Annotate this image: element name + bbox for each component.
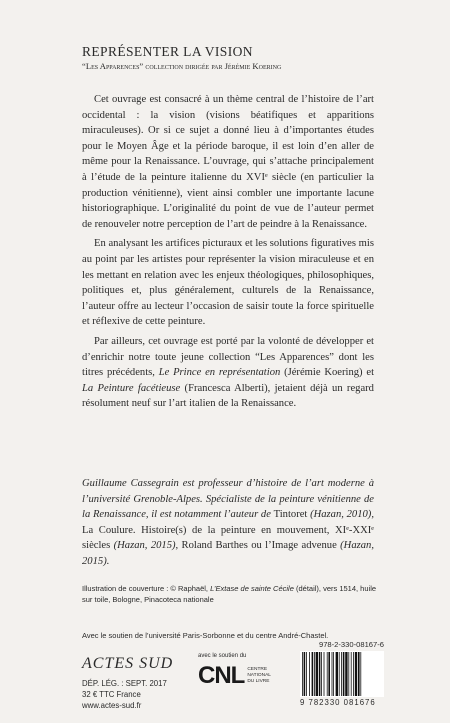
cover-credit: [82, 583, 382, 605]
collection-subtitle: “Les Apparences” collection dirigée par Jérémie Koering: [82, 61, 282, 71]
paragraph-1: Cet ouvrage est consacré à un thème central de l’histoire de l’art occidental : la vision (visions béatifiques et apparitions miraculeuses). Or si ce sujet a donné lieu à d’importantes études pour le Moyen Âge et la période baroque, il est loin d’en aller de même pour la Renaissance. L’ouvrage, qui s’attache principalement à l’étude de la peinture italienne du XVIᵉ siècle (en particulier la production vénitienne), vient ainsi combler une importante lacune historiographique. L’originalité du point de vue de l’auteur permet de renouveler notre perception de l’art de peindre à la Renaissance.: [82, 94, 374, 230]
bio-title-coulure: La Coulure. Histoire(s) de la peinture en mouvement, XIᵉ-XXIᵉ siècles: [82, 524, 374, 552]
header: [82, 44, 382, 72]
credit-c: (détail), vers 1514, huile sur toile, Bologne, Pinacoteca nationale: [82, 584, 377, 604]
bio-a: Guillaume Cassegrain est professeur d’histoire de l’art moderne à l’université Grenoble-Alpes. Spécialiste de la peinture vénitienne de la Renaissance, il est notamment l’auteur de: [82, 478, 374, 521]
price: 32 € TTC France: [82, 690, 141, 699]
bio-g: (Hazan, 2015).: [82, 540, 374, 567]
barcode-icon: [300, 651, 384, 697]
paragraph-2: En analysant les artifices picturaux et les solutions figuratives mis au point par les artistes pour représenter la vision miraculeuse et en les mettant en relation avec les enjeux théologiques, philosophiques, politiques et, plus généralement, culturels de la Renaissance, l’auteur offre au lecteur l’occasion de saisir toute la force spirituelle et réflexive de cette peinture.: [82, 238, 374, 328]
bio-title-tintoret: Tintoret: [273, 509, 308, 521]
p3-title-peinture: La Peinture facétieuse: [82, 382, 181, 394]
p3-text-a: Par ailleurs, cet ouvrage est porté par la volonté de développer et d’enrichir notre toute jeune collection “Les Apparences” dont les titres précédents,: [82, 335, 374, 379]
p3-title-prince: Le Prince en représentation: [158, 367, 281, 379]
isbn-block: [300, 640, 384, 707]
support-note: Avec le soutien de l’université Paris-Sorbonne et du centre André-Chastel.: [82, 631, 329, 640]
cnl-subtitle: CENTRE NATIONAL DU LIVRE: [247, 667, 271, 684]
cnl-logo: [198, 663, 278, 689]
legal-deposit: DÉP. LÉG. : SEPT. 2017: [82, 679, 167, 688]
cnl-caption: avec le soutien du: [198, 653, 247, 659]
legal-info: [82, 678, 192, 711]
bio-c: (Hazan, 2010),: [307, 509, 374, 521]
bio-title-barthes: Roland Barthes ou l’Image advenue: [181, 540, 337, 552]
book-title: REPRÉSENTER LA VISION: [82, 44, 253, 59]
cnl-mark: CNL: [198, 662, 245, 689]
publisher-logo: ACTES SUD: [82, 655, 174, 672]
p3-text-e: (Francesca Alberti), jetaient déjà un regard résolument neuf sur l’art italien de la Renaissance.: [82, 382, 374, 410]
credit-a: Illustration de couverture : © Raphaël,: [82, 584, 211, 593]
bio-e: (Hazan, 2015),: [110, 540, 182, 552]
website: www.actes-sud.fr: [82, 701, 142, 710]
isbn-text: 978-2-330-08167-6: [318, 640, 384, 649]
blurb: [82, 92, 374, 416]
barcode-digits: 9 782330 081676: [300, 698, 376, 707]
p3-text-c: (Jérémie Koering) et: [280, 367, 375, 379]
credit-title: L’Extase de sainte Cécile: [210, 584, 294, 593]
paragraph-3: [82, 334, 374, 412]
cnl-block: [198, 652, 278, 689]
author-bio: [82, 476, 374, 570]
